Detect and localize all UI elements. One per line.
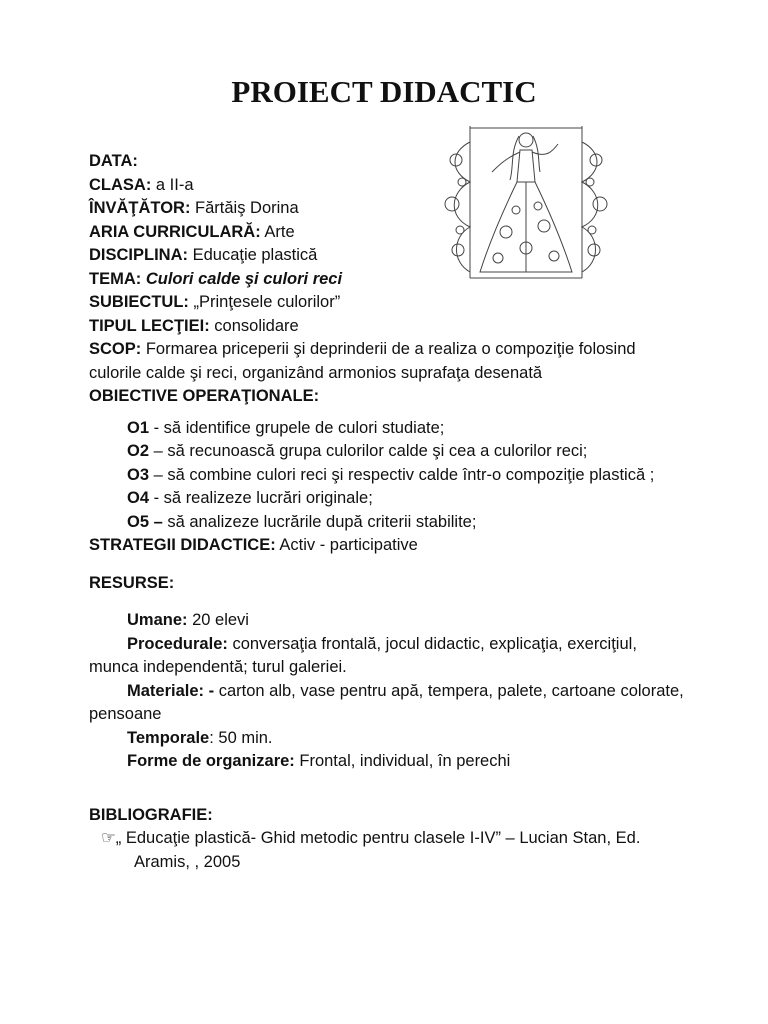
- objective-item: [89, 511, 689, 535]
- field-strategies: [89, 534, 689, 558]
- bibliography-heading: BIBLIOGRAFIE:: [89, 805, 213, 824]
- field-tipul: [89, 315, 689, 339]
- page-title: PROIECT DIDACTIC: [231, 74, 537, 109]
- field-clasa: [89, 174, 689, 198]
- objective-code: O4: [127, 489, 150, 507]
- scop-value: Formarea priceperii şi deprinderii de a realiza o compoziţie folosind culorile calde şi reci, organizând armonios suprafaţa desenată: [89, 340, 636, 382]
- scop-label: SCOP:: [89, 340, 142, 358]
- subiect-label: SUBIECTUL:: [89, 293, 189, 311]
- disciplina-label: DISCIPLINA:: [89, 246, 188, 264]
- resource-forme: [89, 750, 689, 774]
- objective-text: să analizeze lucrările după criterii stabilite;: [162, 512, 477, 531]
- objective-code: O1: [127, 418, 150, 437]
- objective-item: [89, 487, 689, 511]
- resources-heading: RESURSE:: [89, 573, 175, 592]
- resource-temporale: [89, 727, 689, 751]
- objective-code: O5 –: [127, 512, 163, 531]
- objective-text: - să identifice grupele de culori studiate;: [149, 418, 445, 437]
- objective-item: [89, 417, 689, 441]
- field-disciplina: [89, 244, 689, 268]
- strategies-value: Activ - participative: [275, 536, 418, 554]
- field-scop: [89, 338, 689, 385]
- objective-item: [89, 440, 689, 464]
- clasa-value: a II-a: [151, 175, 194, 194]
- clasa-label: CLASA:: [89, 175, 152, 194]
- tema-label: TEMA:: [89, 269, 142, 288]
- objective-text: - să realizeze lucrări originale;: [149, 489, 373, 507]
- subiect-value: „Prinţesele culorilor”: [188, 293, 341, 311]
- tipul-value: consolidare: [209, 316, 299, 335]
- procedurale-value: conversaţia frontală, jocul didactic, explicaţia, exerciţiul, munca independentă; turul galeriei.: [89, 634, 637, 676]
- field-tema: [89, 268, 689, 292]
- field-data: [89, 150, 689, 174]
- objective-code: O2: [127, 442, 150, 460]
- bibliography-line-1: „ Educaţie plastică- Ghid metodic pentru clasele I-IV” – Lucian Stan, Ed.: [115, 829, 641, 847]
- data-label: DATA:: [89, 152, 138, 170]
- objective-text: – să recunoască grupa culorilor calde şi cea a culorilor reci;: [149, 442, 588, 460]
- umane-value: 20 elevi: [187, 611, 249, 629]
- procedurale-label: Procedurale:: [127, 634, 228, 653]
- resource-materiale: [89, 680, 689, 727]
- objective-text: – să combine culori reci şi respectiv calde într-o compoziţie plastică ;: [149, 465, 655, 484]
- field-aria: [89, 221, 689, 245]
- resource-procedurale: [89, 633, 689, 680]
- aria-value: Arte: [260, 222, 295, 241]
- field-invatator: [89, 197, 689, 221]
- bibliography-line-2: Aramis, , 2005: [134, 852, 241, 871]
- pointing-hand-icon: ☞: [101, 829, 116, 847]
- materiale-value: carton alb, vase pentru apă, tempera, palete, cartoane colorate, pensoane: [89, 681, 684, 723]
- objectives-list: [89, 417, 689, 535]
- resource-umane: [89, 609, 689, 633]
- objective-code: O3: [127, 465, 150, 484]
- field-subiect: [89, 291, 689, 315]
- aria-label: ARIA CURRICULARĂ:: [89, 222, 261, 241]
- objectives-heading: OBIECTIVE OPERAŢIONALE:: [89, 387, 320, 405]
- invatator-label: ÎNVĂŢĂTOR:: [89, 199, 191, 217]
- disciplina-value: Educaţie plastică: [188, 246, 318, 264]
- bibliography-entry: [89, 827, 689, 851]
- lesson-plan-document: [89, 150, 689, 874]
- resources-list: [89, 609, 689, 774]
- forme-label: Forme de organizare:: [127, 752, 295, 770]
- objective-item: [89, 464, 689, 488]
- tema-value: Culori calde şi culori reci: [141, 269, 343, 288]
- tipul-label: TIPUL LECŢIEI:: [89, 316, 210, 335]
- invatator-value: Fărtăiş Dorina: [190, 199, 299, 217]
- strategies-label: STRATEGII DIDACTICE:: [89, 536, 276, 554]
- temporale-label: Temporale: [127, 728, 210, 747]
- temporale-value: : 50 min.: [209, 728, 273, 747]
- materiale-label: Materiale: -: [127, 681, 215, 700]
- forme-value: Frontal, individual, în perechi: [294, 752, 511, 770]
- umane-label: Umane:: [127, 611, 188, 629]
